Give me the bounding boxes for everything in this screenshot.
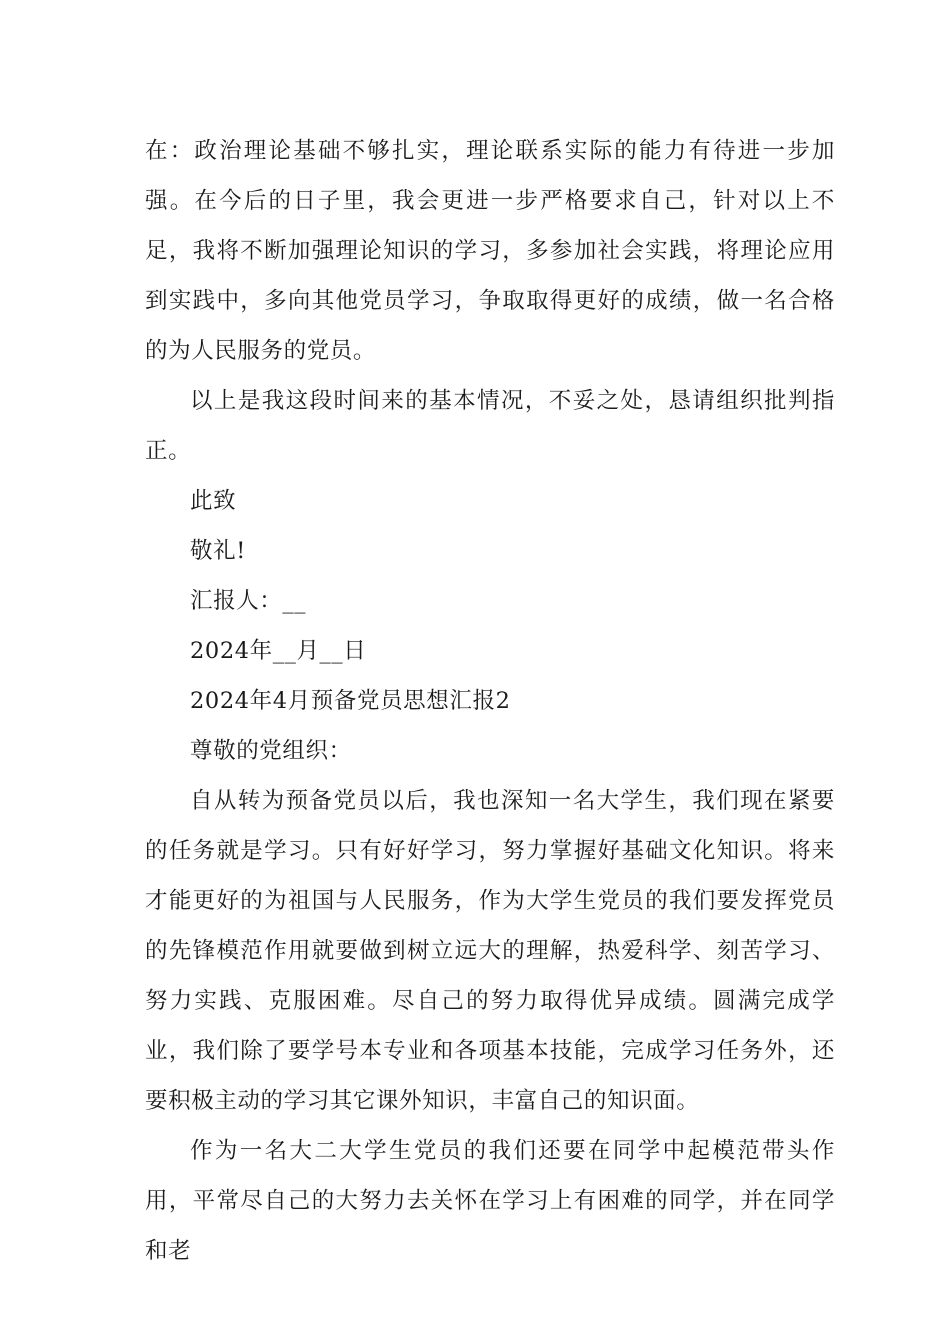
document-body <box>145 126 835 1276</box>
date-line: 2024年__月__日 <box>190 638 367 664</box>
closing-salutation: 此致 <box>190 488 237 514</box>
reporter-line: 汇报人：__ <box>190 588 307 614</box>
paragraph-summary: 以上是我这段时间来的基本情况，不妥之处，恳请组织批判指正。 <box>145 388 835 464</box>
report-title: 2024年4月预备党员思想汇报2 <box>190 688 511 714</box>
greeting: 尊敬的党组织： <box>190 738 352 764</box>
closing-regards: 敬礼! <box>190 538 246 564</box>
paragraph-role-model: 作为一名大二大学生党员的我们还要在同学中起模范带头作用，平常尽自己的大努力去关怀在学习上有困难的同学，并在同学和老 <box>145 1138 835 1264</box>
paragraph-continuation: 在：政治理论基础不够扎实，理论联系实际的能力有待进一步加强。在今后的日子里，我会更进一步严格要求自己，针对以上不足，我将不断加强理论知识的学习，多参加社会实践，将理论应用到实践中，多向其他党员学习，争取取得更好的成绩，做一名合格的为人民服务的党员。 <box>145 138 835 364</box>
paragraph-study: 自从转为预备党员以后，我也深知一名大学生，我们现在紧要的任务就是学习。只有好好学习，努力掌握好基础文化知识。将来才能更好的为祖国与人民服务，作为大学生党员的我们要发挥党员的先锋模范作用就要做到树立远大的理解，热爱科学、刻苦学习、努力实践、克服困难。尽自己的努力取得优异成绩。圆满完成学业，我们除了要学号本专业和各项基本技能，完成学习任务外，还要积极主动的学习其它课外知识，丰富自己的知识面。 <box>145 788 835 1114</box>
